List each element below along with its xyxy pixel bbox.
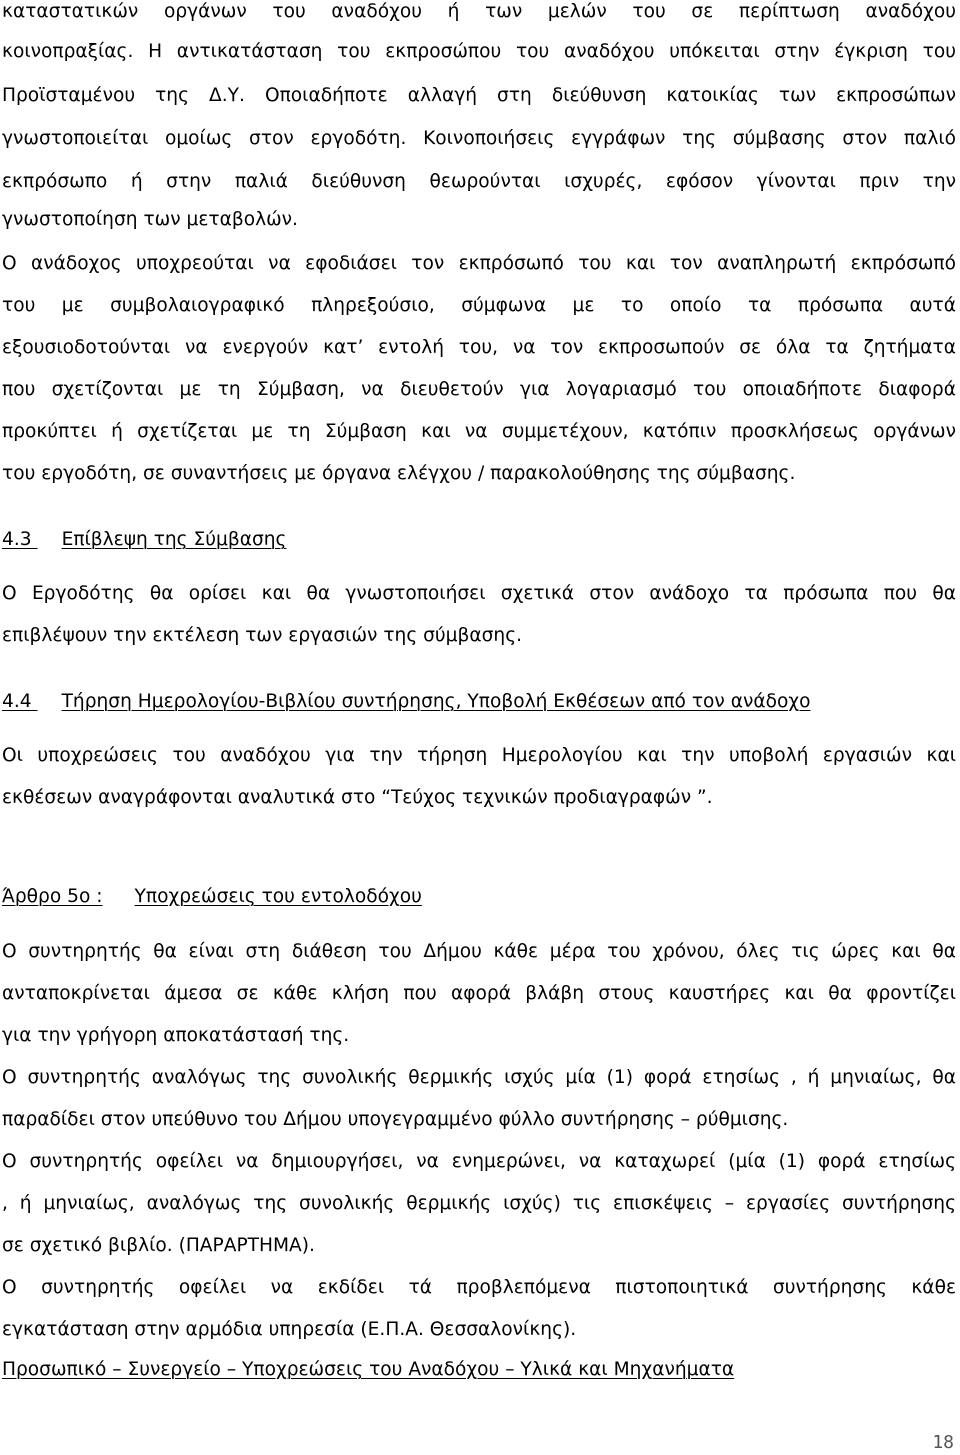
article-number: Άρθρο 5ο : [2,886,103,907]
personnel-heading [2,1358,956,1382]
article-heading-5 [2,885,956,909]
paragraph-line: Ο συντηρητής αναλόγως της συνολικής θερμικής ισχύς μία (1) φορά ετησίως , ή μηνιαίως, θα [2,1067,956,1088]
heading-spacer [103,885,135,909]
paragraph-line: καταστατικών οργάνων του αναδόχου ή των μελών του σε περίπτωση αναδόχου [2,1,956,22]
section-number: 4.4 [2,691,32,712]
paragraph-line: προκύπτει ή σχετίζεται με τη Σύμβαση και να συμμετέχουν, κατόπιν προσκλήσεως οργάνων [2,421,956,442]
paragraph-line: επιβλέψουν την εκτέλεση των εργασιών της σύμβασης. [2,625,523,646]
paragraph-line: , ή μηνιαίως, αναλόγως της συνολικής θερμικής ισχύς) τις επισκέψεις – εργασίες συντήρησης [2,1193,956,1214]
page-number: 18 [932,1432,954,1453]
heading-spacer [32,690,62,714]
section-number: 4.3 [2,529,32,550]
section-title: Επίβλεψη της Σύμβασης [61,529,287,550]
paragraph-line: του εργοδότη, σε συναντήσεις με όργανα ελέγχου / παρακολούθησης της σύμβασης. [2,463,796,484]
paragraph-line: Οι υποχρεώσεις του αναδόχου για την τήρηση Ημερολογίου και την υποβολή εργασιών και [2,745,956,766]
paragraph-line: εκπρόσωπο ή στην παλιά διεύθυνση θεωρούνται ισχυρές, εφόσον γίνονται πριν την [2,171,956,192]
section-heading-4-3 [2,528,956,552]
paragraph-line: εξουσιοδοτούνται να ενεργούν κατ’ εντολή του, να τον εκπροσωπούν σε όλα τα ζητήματα [2,337,956,358]
section-title: Τήρηση Ημερολογίου-Βιβλίου συντήρησης, Υποβολή Εκθέσεων από τον ανάδοχο [61,691,811,712]
personnel-title: Προσωπικό – Συνεργείο – Υποχρεώσεις του Αναδόχου – Υλικά και Μηχανήματα [2,1359,735,1380]
paragraph-line: Προϊσταμένου της Δ.Υ. Οποιαδήποτε αλλαγή στη διεύθυνση κατοικίας των εκπροσώπων [2,85,956,106]
paragraph-line: για την γρήγορη αποκατάστασή της. [2,1025,350,1046]
paragraph-line: Ο Εργοδότης θα ορίσει και θα γνωστοποιήσει σχετικά στον ανάδοχο τα πρόσωπα που θα [2,583,956,604]
paragraph-line: παραδίδει στον υπεύθυνο του Δήμου υπογεγραμμένο φύλλο συντήρησης – ρύθμισης. [2,1109,789,1130]
paragraph-line: γνωστοποιείται ομοίως στον εργοδότη. Κοινοποιήσεις εγγράφων της σύμβασης στον παλιό [2,128,956,149]
paragraph-line: Ο ανάδοχος υποχρεούται να εφοδιάσει τον εκπρόσωπό του και τον αναπληρωτή εκπρόσωπό [2,253,956,274]
paragraph-line: του με συμβολαιογραφικό πληρεξούσιο, σύμφωνα με το οποίο τα πρόσωπα αυτά [2,295,956,316]
paragraph-line: Ο συντηρητής οφείλει να δημιουργήσει, να ενημερώνει, να καταχωρεί (μία (1) φορά ετησίως [2,1151,956,1172]
article-title: Υποχρεώσεις του εντολοδόχου [134,886,422,907]
heading-spacer [32,528,62,552]
section-heading-4-4 [2,690,956,714]
paragraph-line: γνωστοποίηση των μεταβολών. [2,209,298,230]
paragraph-line: σε σχετικό βιβλίο. (ΠΑΡΑΡΤΗΜΑ). [2,1235,315,1256]
paragraph-line: κοινοπραξίας. Η αντικατάσταση του εκπροσώπου του αναδόχου υπόκειται στην έγκριση του [2,41,956,62]
paragraph-line: Ο συντηρητής θα είναι στη διάθεση του Δήμου κάθε μέρα του χρόνου, όλες τις ώρες και θα [2,941,956,962]
paragraph-line: ανταποκρίνεται άμεσα σε κάθε κλήση που αφορά βλάβη στους καυστήρες και θα φροντίζει [2,983,956,1004]
paragraph-line: που σχετίζονται με τη Σύμβαση, να διευθετούν για λογαριασμό του οποιαδήποτε διαφορά [2,379,956,400]
paragraph-line: εκθέσεων αναγράφονται αναλυτικά στο “Τεύχος τεχνικών προδιαγραφών ”. [2,787,713,808]
paragraph-line: Ο συντηρητής οφείλει να εκδίδει τά προβλεπόμενα πιστοποιητικά συντήρησης κάθε [2,1277,956,1298]
paragraph-line: εγκατάσταση στην αρμόδια υπηρεσία (Ε.Π.Α. Θεσσαλονίκης). [2,1319,577,1340]
